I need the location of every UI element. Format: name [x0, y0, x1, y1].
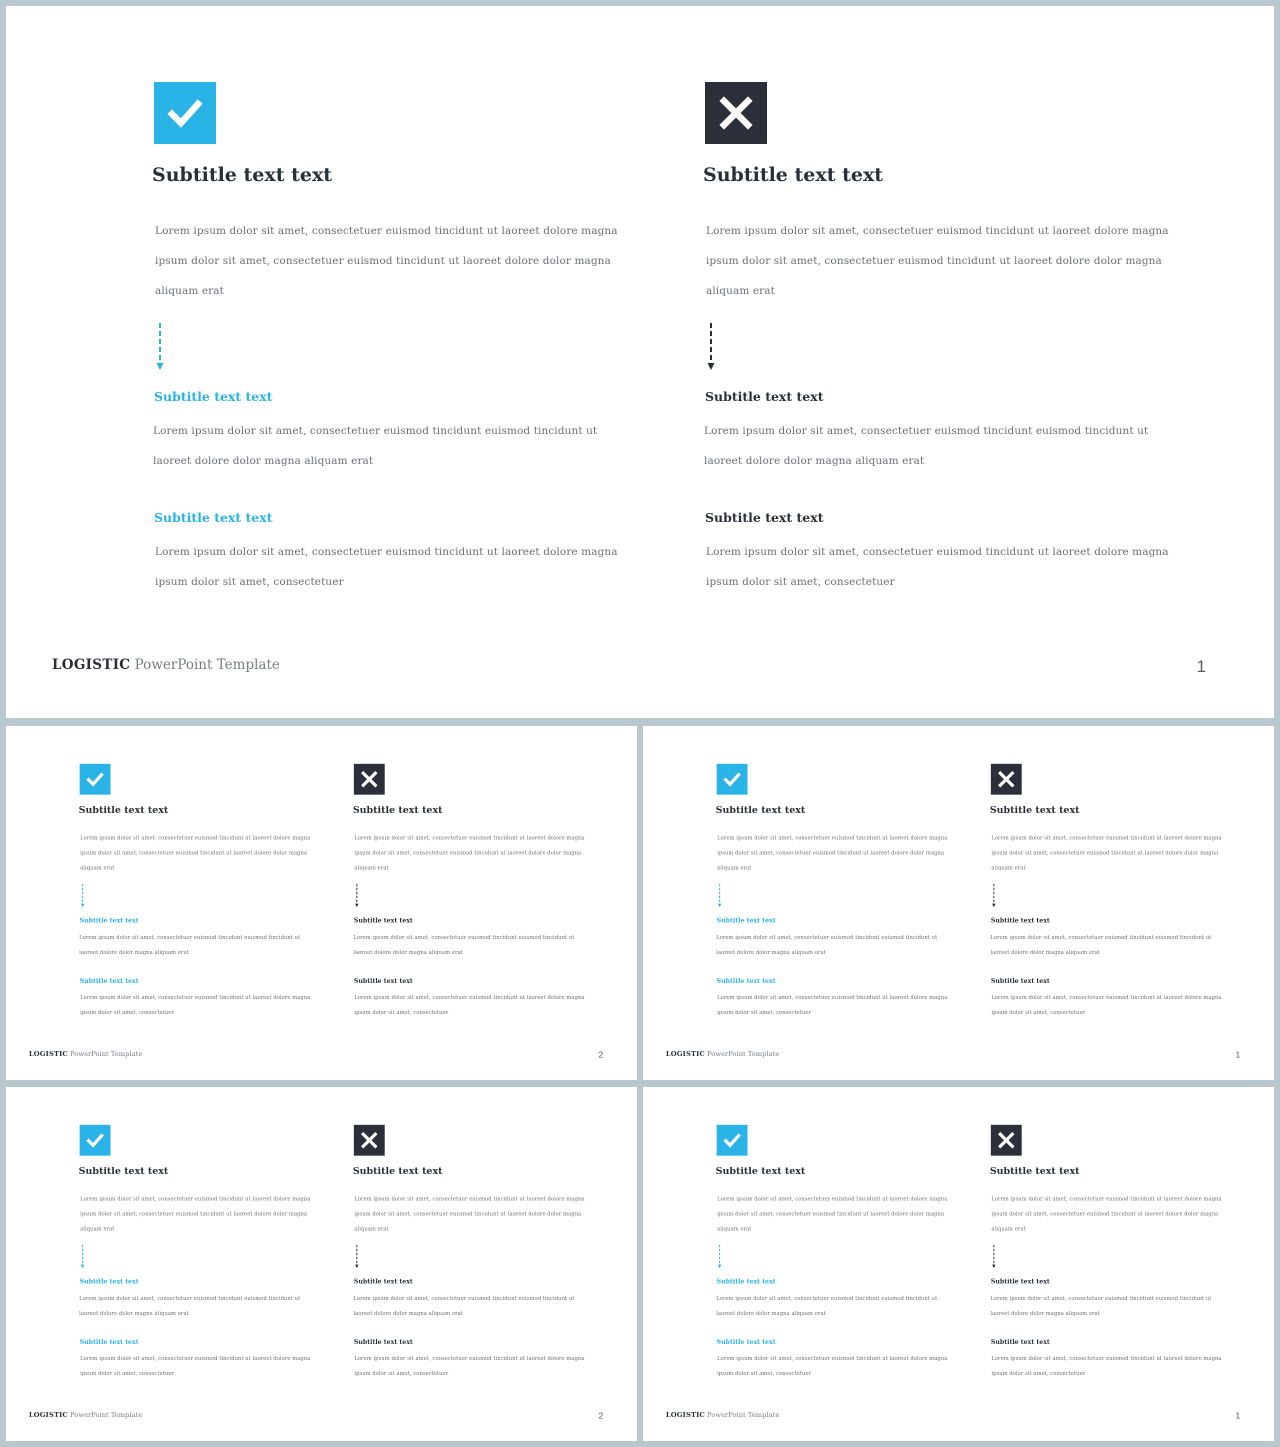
brand-name: LOGISTIC	[52, 657, 131, 673]
section-subtitle: Subtitle text text	[79, 976, 139, 985]
section-subtitle: Subtitle text text	[990, 1277, 1050, 1286]
slide-thumbnail[interactable]	[6, 726, 637, 1080]
section-subtitle: Subtitle text text	[154, 389, 273, 404]
column-dont	[703, 6, 1223, 718]
column-subtitle: Subtitle text text	[703, 164, 884, 186]
dashed-arrow-down-icon	[718, 1245, 723, 1270]
section-paragraph: Lorem ipsum dolor sit amet, consectetuer euismod tincidunt euismod tincidunt ut laoreet dolore dolor magna aliquam erat	[716, 934, 938, 956]
dashed-arrow-down-icon	[992, 1245, 997, 1270]
section-subtitle: Subtitle text text	[716, 1337, 776, 1346]
brand-label: PowerPoint Template	[704, 1410, 780, 1419]
column-do	[716, 1087, 975, 1441]
section-paragraph: Lorem ipsum dolor sit amet, consectetuer euismod tincidunt ut laoreet dolore magna ipsum dolor sit amet, consectetuer	[717, 994, 948, 1016]
slide-thumbnail[interactable]	[6, 1087, 637, 1441]
section-paragraph: Lorem ipsum dolor sit amet, consectetuer euismod tincidunt ut laoreet dolore magna ipsum dolor sit amet, consectetuer	[80, 994, 311, 1016]
column-dont	[353, 1087, 612, 1441]
column-subtitle: Subtitle text text	[352, 804, 443, 816]
column-dont	[990, 1087, 1249, 1441]
slide-thumbnail[interactable]	[6, 6, 1274, 718]
section-paragraph: Lorem ipsum dolor sit amet, consectetuer euismod tincidunt euismod tincidunt ut laoreet dolore dolor magna aliquam erat	[79, 1295, 301, 1317]
section-paragraph: Lorem ipsum dolor sit amet, consectetuer euismod tincidunt ut laoreet dolore magna ipsum dolor sit amet, consectetuer	[717, 1355, 948, 1377]
section-subtitle: Subtitle text text	[79, 1337, 139, 1346]
section-paragraph: Lorem ipsum dolor sit amet, consectetuer euismod tincidunt ut laoreet dolore magna ipsum dolor sit amet, consectetuer	[991, 1355, 1222, 1377]
page-number: 1	[1196, 657, 1206, 676]
section-paragraph: Lorem ipsum dolor sit amet, consectetuer euismod tincidunt euismod tincidunt ut laoreet dolore dolor magna aliquam erat	[353, 934, 575, 956]
page-number: 1	[1235, 1410, 1241, 1421]
dashed-arrow-down-icon	[81, 884, 86, 909]
column-paragraph: Lorem ipsum dolor sit amet, consectetuer euismod tincidunt ut laoreet dolore magna ipsum dolor sit amet, consectetuer euismod tincidunt ut laoreet dolore dolor magna aliquam erat	[354, 1195, 585, 1232]
section-paragraph: Lorem ipsum dolor sit amet, consectetuer euismod tincidunt euismod tincidunt ut laoreet dolore dolor magna aliquam erat	[990, 1295, 1212, 1317]
section-paragraph: Lorem ipsum dolor sit amet, consectetuer euismod tincidunt euismod tincidunt ut laoreet dolore dolor magna aliquam erat	[153, 425, 598, 467]
dashed-arrow-down-icon	[355, 1245, 360, 1270]
section-paragraph: Lorem ipsum dolor sit amet, consectetuer euismod tincidunt ut laoreet dolore magna ipsum dolor sit amet, consectetuer	[155, 546, 618, 588]
section-paragraph: Lorem ipsum dolor sit amet, consectetuer euismod tincidunt euismod tincidunt ut laoreet dolore dolor magna aliquam erat	[79, 934, 301, 956]
column-subtitle: Subtitle text text	[989, 1165, 1080, 1177]
page-number: 2	[598, 1410, 604, 1421]
checkmark-icon	[80, 764, 111, 795]
brand-label: PowerPoint Template	[704, 1049, 780, 1058]
section-subtitle: Subtitle text text	[154, 510, 273, 525]
section-subtitle: Subtitle text text	[990, 976, 1050, 985]
section-subtitle: Subtitle text text	[990, 916, 1050, 925]
column-do	[716, 726, 975, 1080]
footer-brand	[29, 1411, 142, 1419]
brand-name: LOGISTIC	[665, 1410, 705, 1419]
slide-content	[6, 726, 637, 1080]
checkmark-icon	[80, 1125, 111, 1156]
page-number: 2	[598, 1049, 604, 1060]
column-subtitle: Subtitle text text	[352, 1165, 443, 1177]
column-paragraph: Lorem ipsum dolor sit amet, consectetuer euismod tincidunt ut laoreet dolore magna ipsum dolor sit amet, consectetuer euismod tincidunt ut laoreet dolore dolor magna aliquam erat	[717, 834, 948, 871]
dashed-arrow-down-icon	[707, 323, 717, 373]
slide-content	[6, 1087, 637, 1441]
brand-name: LOGISTIC	[28, 1410, 68, 1419]
slide-thumbnail[interactable]	[643, 1087, 1274, 1441]
brand-label: PowerPoint Template	[67, 1410, 143, 1419]
section-paragraph: Lorem ipsum dolor sit amet, consectetuer euismod tincidunt euismod tincidunt ut laoreet dolore dolor magna aliquam erat	[716, 1295, 938, 1317]
checkmark-icon	[717, 764, 748, 795]
brand-label: PowerPoint Template	[67, 1049, 143, 1058]
dashed-arrow-down-icon	[718, 884, 723, 909]
column-paragraph: Lorem ipsum dolor sit amet, consectetuer euismod tincidunt ut laoreet dolore magna ipsum dolor sit amet, consectetuer euismod tincidunt ut laoreet dolore dolor magna aliquam erat	[155, 225, 618, 297]
footer-brand	[666, 1050, 779, 1058]
section-paragraph: Lorem ipsum dolor sit amet, consectetuer euismod tincidunt euismod tincidunt ut laoreet dolore dolor magna aliquam erat	[353, 1295, 575, 1317]
column-paragraph: Lorem ipsum dolor sit amet, consectetuer euismod tincidunt ut laoreet dolore magna ipsum dolor sit amet, consectetuer euismod tincidunt ut laoreet dolore dolor magna aliquam erat	[717, 1195, 948, 1232]
column-paragraph: Lorem ipsum dolor sit amet, consectetuer euismod tincidunt ut laoreet dolore magna ipsum dolor sit amet, consectetuer euismod tincidunt ut laoreet dolore dolor magna aliquam erat	[354, 834, 585, 871]
footer-brand	[52, 657, 280, 673]
column-paragraph: Lorem ipsum dolor sit amet, consectetuer euismod tincidunt ut laoreet dolore magna ipsum dolor sit amet, consectetuer euismod tincidunt ut laoreet dolore dolor magna aliquam erat	[991, 834, 1222, 871]
close-icon	[705, 82, 767, 144]
section-paragraph: Lorem ipsum dolor sit amet, consectetuer euismod tincidunt ut laoreet dolore magna ipsum dolor sit amet, consectetuer	[354, 994, 585, 1016]
section-subtitle: Subtitle text text	[353, 1337, 413, 1346]
close-icon	[354, 1125, 385, 1156]
dashed-arrow-down-icon	[992, 884, 997, 909]
column-subtitle: Subtitle text text	[152, 164, 333, 186]
section-paragraph: Lorem ipsum dolor sit amet, consectetuer euismod tincidunt ut laoreet dolore magna ipsum dolor sit amet, consectetuer	[354, 1355, 585, 1377]
close-icon	[354, 764, 385, 795]
section-subtitle: Subtitle text text	[705, 389, 824, 404]
section-paragraph: Lorem ipsum dolor sit amet, consectetuer euismod tincidunt ut laoreet dolore magna ipsum dolor sit amet, consectetuer	[706, 546, 1169, 588]
close-icon	[991, 1125, 1022, 1156]
column-subtitle: Subtitle text text	[78, 804, 169, 816]
footer-brand	[666, 1411, 779, 1419]
column-do	[79, 1087, 338, 1441]
brand-label: PowerPoint Template	[130, 657, 280, 673]
section-subtitle: Subtitle text text	[79, 916, 139, 925]
slide-thumbnail[interactable]	[643, 726, 1274, 1080]
section-subtitle: Subtitle text text	[716, 1277, 776, 1286]
column-paragraph: Lorem ipsum dolor sit amet, consectetuer euismod tincidunt ut laoreet dolore magna ipsum dolor sit amet, consectetuer euismod tincidunt ut laoreet dolore dolor magna aliquam erat	[706, 225, 1169, 297]
column-dont	[990, 726, 1249, 1080]
column-do	[79, 726, 338, 1080]
column-paragraph: Lorem ipsum dolor sit amet, consectetuer euismod tincidunt ut laoreet dolore magna ipsum dolor sit amet, consectetuer euismod tincidunt ut laoreet dolore dolor magna aliquam erat	[80, 1195, 311, 1232]
page-number: 1	[1235, 1049, 1241, 1060]
dashed-arrow-down-icon	[156, 323, 166, 373]
dashed-arrow-down-icon	[81, 1245, 86, 1270]
section-subtitle: Subtitle text text	[716, 976, 776, 985]
slide-content	[643, 726, 1274, 1080]
column-dont	[353, 726, 612, 1080]
section-subtitle: Subtitle text text	[716, 916, 776, 925]
column-subtitle: Subtitle text text	[989, 804, 1080, 816]
column-do	[152, 6, 672, 718]
section-paragraph: Lorem ipsum dolor sit amet, consectetuer euismod tincidunt euismod tincidunt ut laoreet dolore dolor magna aliquam erat	[990, 934, 1212, 956]
column-subtitle: Subtitle text text	[715, 1165, 806, 1177]
section-subtitle: Subtitle text text	[353, 1277, 413, 1286]
brand-name: LOGISTIC	[665, 1049, 705, 1058]
checkmark-icon	[717, 1125, 748, 1156]
section-subtitle: Subtitle text text	[353, 916, 413, 925]
section-subtitle: Subtitle text text	[705, 510, 824, 525]
section-subtitle: Subtitle text text	[353, 976, 413, 985]
section-subtitle: Subtitle text text	[79, 1277, 139, 1286]
column-paragraph: Lorem ipsum dolor sit amet, consectetuer euismod tincidunt ut laoreet dolore magna ipsum dolor sit amet, consectetuer euismod tincidunt ut laoreet dolore dolor magna aliquam erat	[80, 834, 311, 871]
slide-content	[6, 6, 1274, 718]
section-paragraph: Lorem ipsum dolor sit amet, consectetuer euismod tincidunt ut laoreet dolore magna ipsum dolor sit amet, consectetuer	[991, 994, 1222, 1016]
slide-content	[643, 1087, 1274, 1441]
section-subtitle: Subtitle text text	[990, 1337, 1050, 1346]
dashed-arrow-down-icon	[355, 884, 360, 909]
column-paragraph: Lorem ipsum dolor sit amet, consectetuer euismod tincidunt ut laoreet dolore magna ipsum dolor sit amet, consectetuer euismod tincidunt ut laoreet dolore dolor magna aliquam erat	[991, 1195, 1222, 1232]
section-paragraph: Lorem ipsum dolor sit amet, consectetuer euismod tincidunt ut laoreet dolore magna ipsum dolor sit amet, consectetuer	[80, 1355, 311, 1377]
close-icon	[991, 764, 1022, 795]
footer-brand	[29, 1050, 142, 1058]
column-subtitle: Subtitle text text	[78, 1165, 169, 1177]
column-subtitle: Subtitle text text	[715, 804, 806, 816]
checkmark-icon	[154, 82, 216, 144]
brand-name: LOGISTIC	[28, 1049, 68, 1058]
section-paragraph: Lorem ipsum dolor sit amet, consectetuer euismod tincidunt euismod tincidunt ut laoreet dolore dolor magna aliquam erat	[704, 425, 1149, 467]
